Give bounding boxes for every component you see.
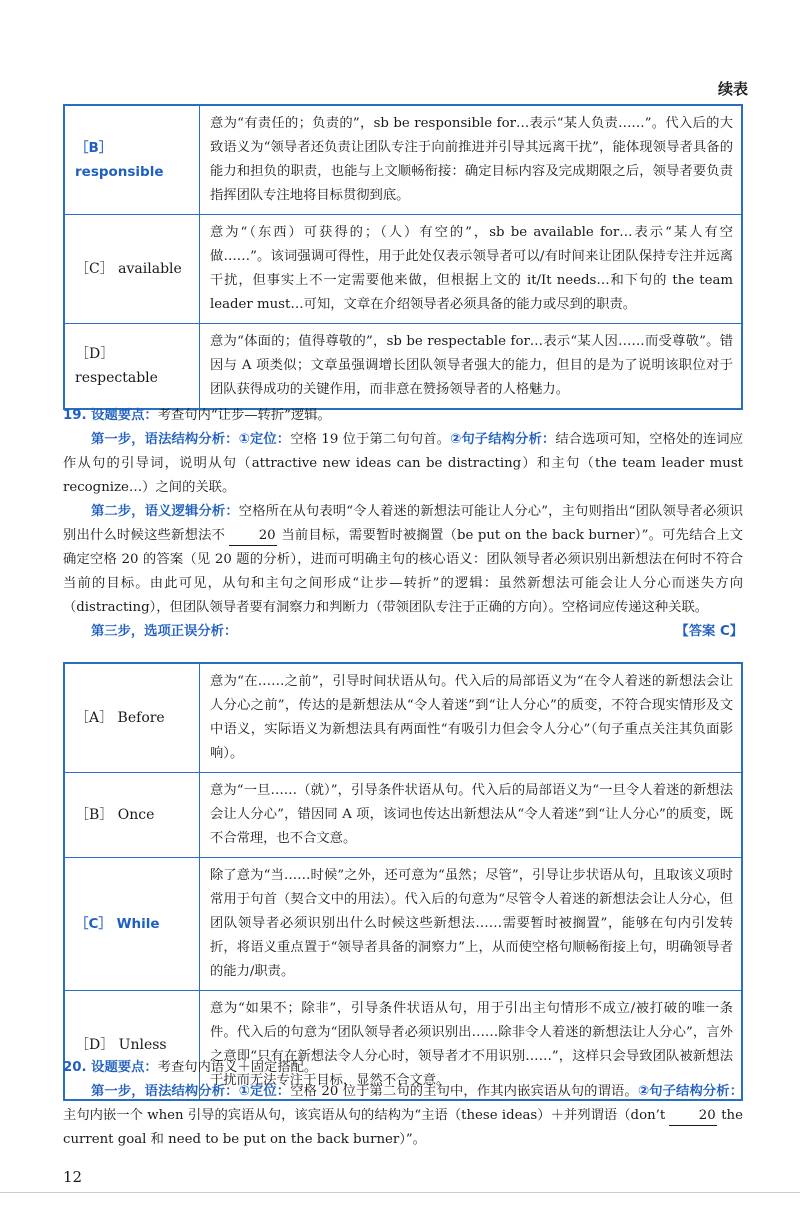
table-row xyxy=(64,773,742,858)
table-row xyxy=(64,663,742,773)
q19-step1-struct-text: 结合选项可知，空格处的连词应作从句的引导词，说明从句（attractive new ideas can be distracting）和主句（the team leader must recognize…）之间的关联。 xyxy=(63,432,744,495)
q19-step3 xyxy=(63,620,743,644)
option-label: ［C］ While xyxy=(64,858,200,991)
option-label: ［D］ respectable xyxy=(64,324,200,410)
q19-step2-text-a: 空格所在从句表明“令人着迷的新想法可能让人分心”，主句则指出“团队领导者必须识别出什么时候这些新想法不 xyxy=(63,504,743,543)
options-table-19 xyxy=(63,662,743,1101)
q20-title: 20. 设题要点： xyxy=(63,1060,158,1075)
continued-label: 续表 xyxy=(717,80,748,98)
table-row xyxy=(64,215,742,324)
q20-section xyxy=(63,1056,743,1152)
answer-blank: 20 xyxy=(229,527,277,546)
q19-step1-label: 第一步，语法结构分析： xyxy=(91,432,239,447)
answer-blank: 20 xyxy=(669,1107,717,1126)
table-row xyxy=(64,858,742,991)
q19-title: 19. 设题要点： xyxy=(63,408,158,423)
q20-step1-struct-label: ②句子结构分析： xyxy=(637,1084,744,1099)
q19-step1 xyxy=(63,428,743,500)
q20-step1 xyxy=(63,1080,743,1152)
q19-step2-text-b: 当前目标，需要暂时被搁置（be put on the back burner）”。可先结合上文确定空格 20 的答案（见 20 题的分析），进而可明确主句的核心语义：团队领导者必须识别出新想法在何时不符合当前的目标。由此可见，从句和主句之间形成“让步—转折”的逻辑：虽然新想法可能会让人分心而迷失方向（distracting），但团队领导者要有洞察力和判断力（带领团队专注于正确的方向）。空格词应传递这种关联。 xyxy=(63,528,744,615)
option-label: ［B］ Once xyxy=(64,773,200,858)
option-label: ［B］ responsible xyxy=(64,105,200,215)
q20-heading xyxy=(63,1056,743,1080)
option-explanation: 意为“有责任的；负责的”，sb be responsible for…表示“某人负责……”。代入后的大致语义为“领导者还负责让团队专注于向前推进并引导其远离干扰”，能体现领导者具备的能力和担负的职责，也能与上文顺畅衔接：确定目标内容及完成期限之后，领导者要负责指挥团队专注地将目标贯彻到底。 xyxy=(200,105,743,215)
options-table-18 xyxy=(63,104,743,410)
q19-title-text: 考查句内“让步—转折”逻辑。 xyxy=(157,408,331,423)
option-label: ［D］ Unless xyxy=(64,991,200,1101)
option-explanation: 除了意为“当……时候”之外，还可意为“虽然；尽管”，引导让步状语从句，且取该义项时常用于句首（契合文中的用法）。代入后的句意为“尽管令人着迷的新想法会让人分心，但团队领导者必须识别出什么时候这些新想法……需要暂时被搁置”，能够在句内引发转折，将语义重点置于“领导者具备的洞察力”上，从而使空格句顺畅衔接上句，明确领导者的能力/职责。 xyxy=(200,858,743,991)
option-label: ［A］ Before xyxy=(64,663,200,773)
q20-step1-pos-label: ①定位： xyxy=(238,1084,291,1099)
q19-step2-label: 第二步，语义逻辑分析： xyxy=(91,504,239,519)
option-explanation: 意为“在……之前”，引导时间状语从句。代入后的局部语义为“在令人着迷的新想法会让人分心之前”，传达的是新想法从“令人着迷”到“让人分心”的质变，不符合现实情形及文中语义，实际语义为新想法具有两面性“有吸引力但会令人分心”（句子重点关注其负面影响）。 xyxy=(200,663,743,773)
answer-badge: 【答案 C】 xyxy=(675,624,743,639)
q19-step3-label: 第三步，选项正误分析： xyxy=(91,624,238,639)
q20-step1-struct-text-a: 主句内嵌一个 when 引导的宾语从句，该宾语从句的结构为“主语（these ideas）＋并列谓语（don’t xyxy=(63,1108,666,1123)
table-row xyxy=(64,324,742,410)
q19-step1-struct-label: ②句子结构分析： xyxy=(450,432,556,447)
option-explanation: 意为“如果不；除非”，引导条件状语从句，用于引出主句情形不成立/被打破的唯一条件。代入后的句意为“团队领导者必须识别出……除非令人着迷的新想法让人分心”，言外之意即“只有在新想法令人分心时，领导者才不用识别……”，这样只会导致团队被新想法干扰而无法专注于目标，显然不合文意。 xyxy=(200,991,743,1101)
option-explanation: 意为“一旦……（就）”，引导条件状语从句。代入后的局部语义为“一旦令人着迷的新想法会让人分心”，错因同 A 项，该词也传达出新想法从“令人着迷”到“让人分心”的质变，既不合常理，也不合文意。 xyxy=(200,773,743,858)
page-number: 12 xyxy=(63,1168,83,1186)
q20-step1-struct-text-b: the current goal 和 need to be put on the back burner）”。 xyxy=(63,1108,743,1147)
q19-heading xyxy=(63,404,743,428)
q20-title-text: 考查句内语义＋固定搭配。 xyxy=(157,1060,318,1075)
table-row xyxy=(64,105,742,215)
q20-step1-label: 第一步，语法结构分析： xyxy=(91,1084,239,1099)
q19-section xyxy=(63,404,743,644)
q19-step1-pos-text: 空格 19 位于第二句句首。 xyxy=(290,432,451,447)
q19-step1-pos-label: ①定位： xyxy=(238,432,291,447)
option-label: ［C］ available xyxy=(64,215,200,324)
option-explanation: 意为“（东西）可获得的；（人）有空的”，sb be available for…表示“某人有空做……”。该词强调可得性，用于此处仅表示领导者可以/有时间来让团队保持专注并远离干扰，但事实上不一定需要他来做，但根据上文的 it/It needs…和下句的 the team leader must…可知，文章在介绍领导者必须具备的能力或尽到的职责。 xyxy=(200,215,743,324)
option-explanation: 意为“体面的；值得尊敬的”，sb be respectable for…表示“某人因……而受尊敬”。错因与 A 项类似；文章虽强调增长团队领导者强大的能力，但目的是为了说明该职位对于团队获得成功的关键作用，而非意在赞扬领导者的人格魅力。 xyxy=(200,324,743,410)
footer-divider xyxy=(0,1192,800,1193)
q19-step2 xyxy=(63,500,743,620)
q20-step1-pos-text: 空格 20 位于第二句的主句中，作其内嵌宾语从句的谓语。 xyxy=(290,1084,638,1099)
